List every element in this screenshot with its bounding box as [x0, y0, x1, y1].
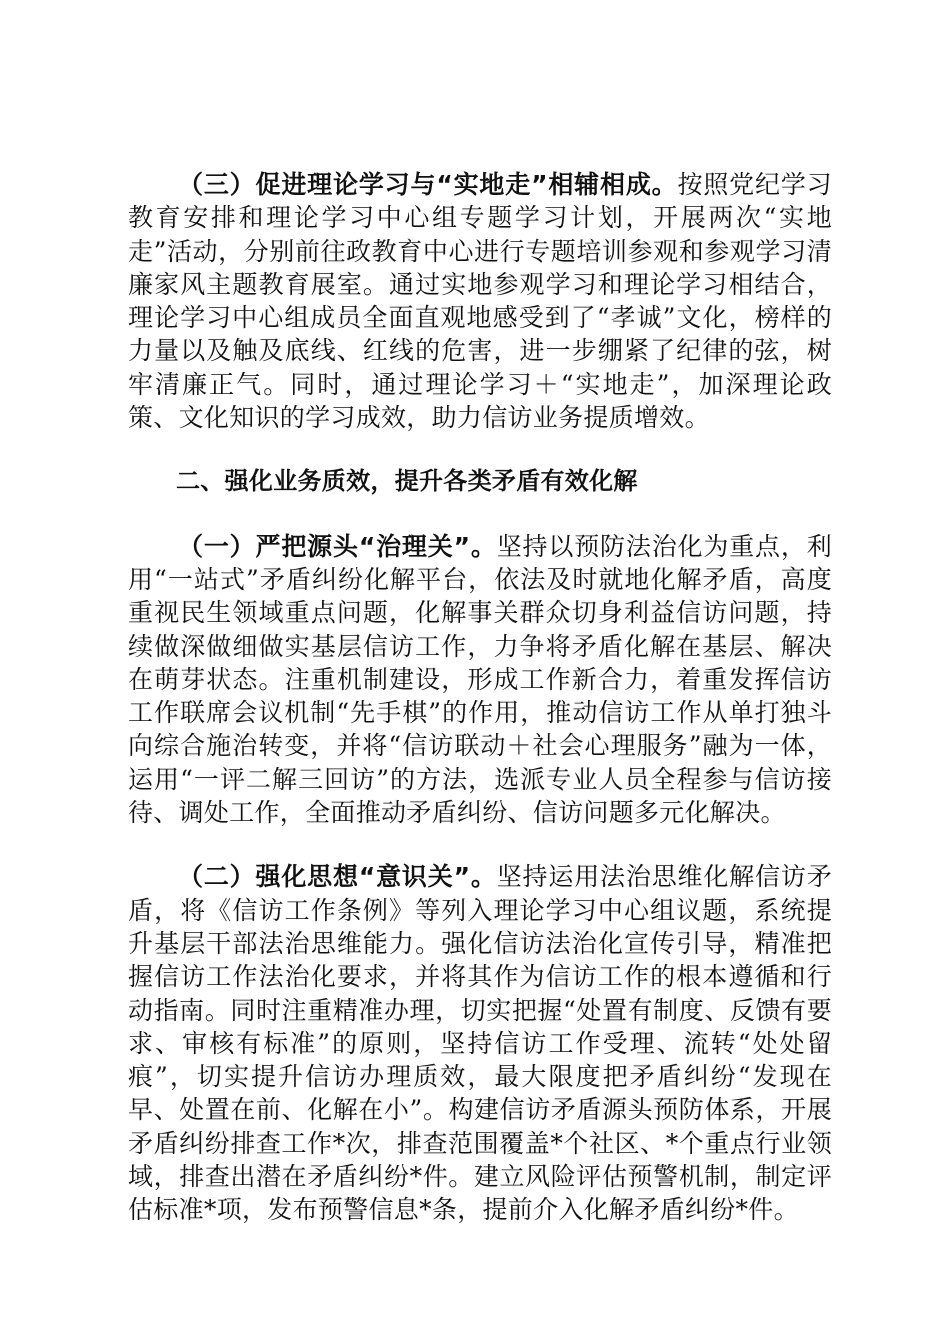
- subsection-title-theory-practice: （三）促进理论学习与“实地走”相辅相成。: [178, 170, 678, 199]
- subsection-title-awareness: （二）强化思想“意识关”。: [178, 862, 497, 892]
- paragraph-body-source-governance: 坚持以预防法治化为重点，利用“一站式”矛盾纠纷化解平台，依法及时就地化解矛盾，高度重视民生领域重点问题，化解事关群众切身利益信访问题，持续做深做细做实基层信访工作，力争将矛盾化解在基层、解决在萌芽状态。注重机制建设，形成工作新合力，着重发挥信访工作联席会议机制“先手棋”的作用，推动信访工作从单打独斗向综合施治转变，并将“信访联动＋社会心理服务”融为一体，运用“一评二解三回访”的方法，选派专业人员全程参与信访接待、调处工作，全面推动矛盾纠纷、信访问题多元化解决。: [128, 531, 833, 828]
- section-heading-business-quality: 二、强化业务质效，提升各类矛盾有效化解: [176, 467, 638, 496]
- paragraph-body-theory-practice: 按照党纪学习教育安排和理论学习中心组专题学习计划，开展两次“实地走”活动，分别前往政教育中心进行专题培训参观和参观学习清廉家风主题教育展室。通过实地参观学习和理论学习相结合，理论学习中心组成员全面直观地感受到了“孝诚”文化，榜样的力量以及触及底线、红线的危害，进一步绷紧了纪律的弦，树牢清廉正气。同时，通过理论学习＋“实地走”，加深理论政策、文化知识的学习成效，助力信访业务提质增效。: [128, 170, 832, 433]
- paragraph-body-awareness: 坚持运用法治思维化解信访矛盾，将《信访工作条例》等列入理论学习中心组议题，系统提升基层干部法治思维能力。强化信访法治化宣传引导，精准把握信访工作法治化要求，并将其作为信访工作的根本遵循和行动指南。同时注重精准办理，切实把握“处置有制度、反馈有要求、审核有标准”的原则，坚持信访工作受理、流转“处处留痕”，切实提升信访办理质效，最大限度把矛盾纠纷“发现在早、处置在前、化解在小”。构建信访矛盾源头预防体系，开展矛盾纠纷排查工作*次，排查范围覆盖*个社区、*个重点行业领域，排查出潜在矛盾纠纷*件。建立风险评估预警机制，制定评估标准*项，发布预警信息*条，提前介入化解矛盾纠纷*件。: [128, 862, 833, 1225]
- paragraph-awareness: [128, 860, 832, 1226]
- paragraph-theory-practice: [128, 168, 832, 434]
- paragraph-source-governance: [128, 530, 832, 830]
- subsection-title-source-governance: （一）严把源头“治理关”。: [178, 531, 497, 561]
- document-body: [128, 168, 832, 1227]
